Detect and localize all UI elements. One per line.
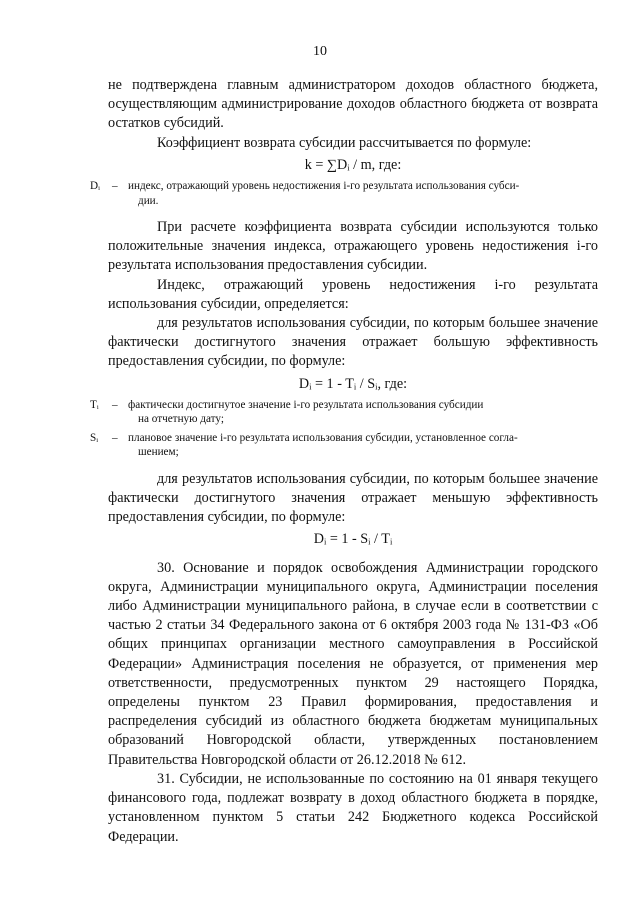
definition-text: плановое значение i-го результата использования субсидии, установленное согла-: [128, 431, 518, 444]
formula-di-2: Dᵢ = 1 - Sᵢ / Tᵢ: [313, 531, 393, 548]
definition-dash: –: [112, 398, 118, 411]
definition-dash: –: [112, 431, 118, 444]
paragraph-3: При расчете коэффициента возврата субсидии используются только положительные значения индекса, отражающего уровень недостижения i-го результата использования предоставления субсидии.: [108, 219, 598, 274]
paragraph-4: Индекс, отражающий уровень недостижения i-го результата использования субсидии, определяется:: [108, 276, 598, 312]
definitions-2: [90, 398, 598, 460]
definition-symbol: Dᵢ: [90, 180, 100, 193]
definition-si: [90, 431, 598, 460]
paragraph-5: для результатов использования субсидии, по которым большее значение фактически достигнутого значения отражает большую эффективность предоставления субсидии, по формуле:: [108, 315, 598, 370]
definition-text-cont: шением;: [138, 446, 179, 459]
paragraph-31: 31. Субсидии, не использованные по состоянию на 01 января текущего финансового года, подлежат возврату в доход областного бюджета в порядке, установленном пунктом 5 статьи 242 Бюджетного кодекса Российской Федерации.: [108, 770, 598, 845]
definition-di: [90, 179, 598, 208]
formula-di-1: Dᵢ = 1 - Tᵢ / Sᵢ, где:: [298, 375, 408, 392]
definition-text-cont: дии.: [138, 194, 159, 207]
document-body: [90, 76, 598, 847]
page-number: 10: [313, 44, 327, 59]
paragraph-30: 30. Основание и порядок освобождения Администрации городского округа, Администрации муниципального округа, Администрации поселения либо Администрации муниципального района, в случае если в соответствии с частью 2 статьи 34 Федерального закона от 6 октября 2003 года № 131-ФЗ «Об общих принципах организации местного самоуправления в Российской Федерации» Администрация поселения не образуется, от применения мер ответственности, предусмотренных пунктом 29 настоящего Порядка, определены пунктом 23 Правил формирования, предоставления и распределения субсидий из областного бюджета бюджетам муниципальных образований Новгородской области, утвержденных постановлением Правительства Новгородской области от 26.12.2018 № 612.: [108, 559, 598, 768]
definition-ti: [90, 398, 598, 427]
definition-symbol: Tᵢ: [90, 398, 99, 411]
definition-symbol: Sᵢ: [90, 431, 99, 444]
formula-k: k = ∑Dᵢ / m, где:: [304, 156, 402, 173]
definition-text: фактически достигнутое значение i-го результата использования субсидии: [128, 398, 484, 411]
paragraph-6: для результатов использования субсидии, по которым большее значение фактически достигнутого значения отражает меньшую эффективность предоставления субсидии, по формуле:: [108, 470, 598, 526]
definition-text-cont: на отчетную дату;: [138, 413, 224, 426]
definition-dash: –: [112, 180, 118, 193]
definition-text: индекс, отражающий уровень недостижения i-го результата использования субси-: [128, 180, 520, 193]
definitions-1: [90, 179, 598, 208]
paragraph-1: не подтверждена главным администратором доходов областного бюджета, осуществляющим администрирование доходов областного бюджета от возврата остатков субсидий.: [108, 77, 598, 132]
paragraph-2: Коэффициент возврата субсидии рассчитывается по формуле:: [157, 134, 532, 151]
